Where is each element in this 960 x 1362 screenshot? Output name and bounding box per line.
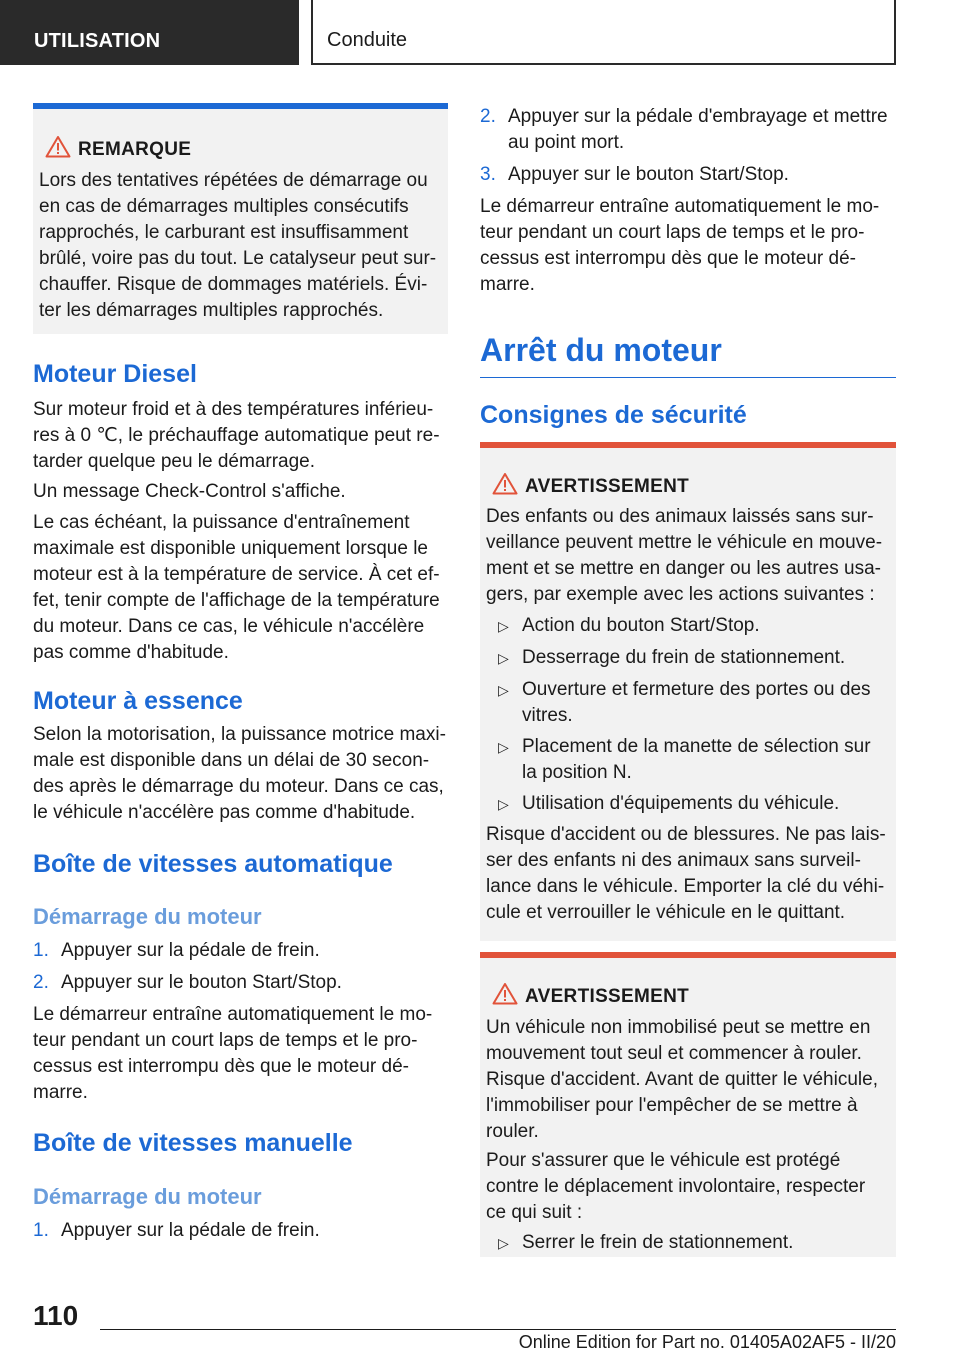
step-text: Appuyer sur le bouton Start/Stop. bbox=[508, 164, 789, 185]
step-text: Appuyer sur la pédale de frein. bbox=[61, 940, 320, 961]
step-text: Appuyer sur le bouton Start/Stop. bbox=[61, 972, 342, 993]
text-line: male est disponible dans un délai de 30 secon- bbox=[33, 750, 430, 771]
step-text: Appuyer sur la pédale de frein. bbox=[61, 1220, 320, 1241]
note-box bbox=[33, 103, 448, 334]
warning-triangle-icon bbox=[492, 982, 518, 1005]
triangle-right-icon: ▷ bbox=[498, 739, 509, 755]
warning-triangle-icon bbox=[492, 472, 518, 495]
safety-heading: Consignes de sécurité bbox=[480, 401, 747, 429]
text-line: lance dans le véhicule. Emporter la clé du véhi- bbox=[486, 876, 885, 897]
note-line: brûlé, voire pas du tout. Le catalyseur peut sur- bbox=[39, 248, 437, 269]
text-line: contre le déplacement involontaire, respecter bbox=[486, 1176, 866, 1197]
header-chapter-tab bbox=[311, 0, 896, 65]
text-line: Des enfants ou des animaux laissés sans sur- bbox=[486, 506, 874, 527]
note-body bbox=[39, 168, 438, 324]
text-line: cessus est interrompu dès que le moteur dé- bbox=[33, 1056, 409, 1077]
step-text bbox=[508, 104, 896, 156]
text-line: res à 0 ℃, le préchauffage automatique peut re- bbox=[33, 425, 440, 446]
text-line: moteur est à la température de service. À cet ef- bbox=[33, 564, 440, 585]
warning-1-outro bbox=[486, 822, 886, 926]
text-line: Un véhicule non immobilisé peut se mettre en bbox=[486, 1017, 871, 1038]
text-line: Un message Check-Control s'affiche. bbox=[33, 481, 346, 502]
text-line: Risque d'accident. Avant de quitter le véhicule, bbox=[486, 1069, 878, 1090]
note-line: chauffer. Risque de dommages matériels. Évi- bbox=[39, 274, 428, 295]
note-line: rapprochés, le carburant est insuffisamment bbox=[39, 222, 409, 243]
bullet-text bbox=[522, 734, 886, 786]
header-section-title: UTILISATION bbox=[34, 30, 161, 52]
auto-paragraph bbox=[33, 1002, 448, 1106]
warning-2-paragraph-2 bbox=[486, 1148, 886, 1226]
step-number: 1. bbox=[33, 1220, 49, 1241]
warning-box-2 bbox=[480, 952, 896, 1257]
bullet-text-line: Ouverture et fermeture des portes ou des bbox=[522, 679, 871, 700]
text-line: mouvement tout seul et commencer à rouler. bbox=[486, 1043, 862, 1064]
bullet-text-line: vitres. bbox=[522, 705, 573, 726]
warning-1-intro bbox=[486, 504, 886, 608]
text-line: Le démarreur entraîne automatiquement le mo- bbox=[480, 196, 880, 217]
header-section-tab bbox=[0, 0, 299, 65]
step-number: 1. bbox=[33, 940, 49, 961]
text-line: Le démarreur entraîne automatiquement le mo- bbox=[33, 1004, 433, 1025]
text-line: veillance peuvent mettre le véhicule en mouve- bbox=[486, 532, 883, 553]
text-line: tarder quelque peu le démarrage. bbox=[33, 451, 316, 472]
warning-1-title: AVERTISSEMENT bbox=[525, 476, 690, 497]
bullet-text bbox=[522, 677, 886, 729]
triangle-right-icon: ▷ bbox=[498, 1235, 509, 1251]
text-line: ce qui suit : bbox=[486, 1202, 583, 1223]
text-line: Risque d'accident ou de blessures. Ne pas lais- bbox=[486, 824, 886, 845]
note-title: REMARQUE bbox=[78, 139, 192, 160]
triangle-right-icon: ▷ bbox=[498, 618, 509, 634]
triangle-right-icon: ▷ bbox=[498, 682, 509, 698]
footer-divider bbox=[100, 1329, 896, 1330]
manual-gearbox-heading: Boîte de vitesses manuelle bbox=[33, 1129, 353, 1157]
text-line: Pour s'assurer que le véhicule est protégé bbox=[486, 1150, 841, 1171]
text-line: ment et se mettre en danger ou les autres usa- bbox=[486, 558, 881, 579]
text-line: marre. bbox=[33, 1082, 88, 1103]
text-line: ser des enfants ni des animaux sans surveil- bbox=[486, 850, 861, 871]
step-text-line: Appuyer sur la pédale d'embrayage et mettre bbox=[508, 106, 888, 127]
chapter-heading: Arrêt du moteur bbox=[480, 332, 896, 378]
text-line: cessus est interrompu dès que le moteur dé- bbox=[480, 248, 856, 269]
manual-paragraph bbox=[480, 194, 896, 298]
bullet-text: Serrer le frein de stationnement. bbox=[522, 1232, 794, 1253]
text-line: Le cas échéant, la puissance d'entraînement bbox=[33, 512, 410, 533]
warning-triangle-icon bbox=[45, 135, 71, 158]
step-number: 2. bbox=[480, 106, 496, 127]
text-line: des après le démarrage du moteur. Dans ce cas, bbox=[33, 776, 444, 797]
triangle-right-icon: ▷ bbox=[498, 796, 509, 812]
auto-start-subheading: Démarrage du moteur bbox=[33, 904, 262, 929]
warning-2-title: AVERTISSEMENT bbox=[525, 986, 690, 1007]
warning-2-paragraph-1 bbox=[486, 1015, 886, 1145]
warning-box-1 bbox=[480, 442, 896, 941]
text-line: gers, par exemple avec les actions suivantes : bbox=[486, 584, 875, 605]
header-chapter-title: Conduite bbox=[327, 29, 408, 51]
diesel-paragraph-3 bbox=[33, 510, 448, 666]
auto-gearbox-heading: Boîte de vitesses automatique bbox=[33, 850, 393, 878]
bullet-text: Utilisation d'équipements du véhicule. bbox=[522, 793, 840, 814]
text-line: maximale est disponible uniquement lorsque le bbox=[33, 538, 429, 559]
note-line: ter les démarrages multiples rapprochés. bbox=[39, 300, 384, 321]
triangle-right-icon: ▷ bbox=[498, 650, 509, 666]
footer-edition: Online Edition for Part no. 01405A02AF5 - II/20 bbox=[518, 1332, 896, 1352]
text-line: du moteur. Dans ce cas, le véhicule n'accélère bbox=[33, 616, 425, 637]
step-number: 2. bbox=[33, 972, 49, 993]
essence-heading: Moteur à essence bbox=[33, 687, 243, 715]
text-line: Sur moteur froid et à des températures inférieu- bbox=[33, 399, 434, 420]
bullet-text: Action du bouton Start/Stop. bbox=[522, 615, 760, 636]
text-line: fet, tenir compte de l'affichage de la température bbox=[33, 590, 440, 611]
text-line: marre. bbox=[480, 274, 535, 295]
bullet-text-line: Placement de la manette de sélection sur bbox=[522, 736, 871, 757]
text-line: teur pendant un court laps de temps et le pro- bbox=[480, 222, 865, 243]
diesel-paragraph-2 bbox=[33, 479, 448, 505]
bullet-text-line: la position N. bbox=[522, 762, 632, 783]
text-line: Selon la motorisation, la puissance motrice maxi- bbox=[33, 724, 446, 745]
text-line: rouler. bbox=[486, 1121, 539, 1142]
note-line: Lors des tentatives répétées de démarrage ou bbox=[39, 170, 428, 191]
text-line: l'immobiliser pour l'empêcher de se mettre à bbox=[486, 1095, 858, 1116]
text-line: le véhicule n'accélère pas comme d'habitude. bbox=[33, 802, 416, 823]
text-line: cule et verrouiller le véhicule en le quittant. bbox=[486, 902, 846, 923]
diesel-paragraph-1 bbox=[33, 397, 448, 475]
diesel-heading: Moteur Diesel bbox=[33, 360, 197, 388]
essence-paragraph bbox=[33, 722, 448, 826]
step-number: 3. bbox=[480, 164, 496, 185]
text-line: pas comme d'habitude. bbox=[33, 642, 229, 663]
bullet-text: Desserrage du frein de stationnement. bbox=[522, 647, 846, 668]
step-text-line: au point mort. bbox=[508, 132, 625, 153]
note-line: en cas de démarrages multiples consécutifs bbox=[39, 196, 409, 217]
manual-start-subheading: Démarrage du moteur bbox=[33, 1184, 262, 1209]
page-number: 110 bbox=[33, 1300, 79, 1331]
text-line: teur pendant un court laps de temps et le pro- bbox=[33, 1030, 418, 1051]
